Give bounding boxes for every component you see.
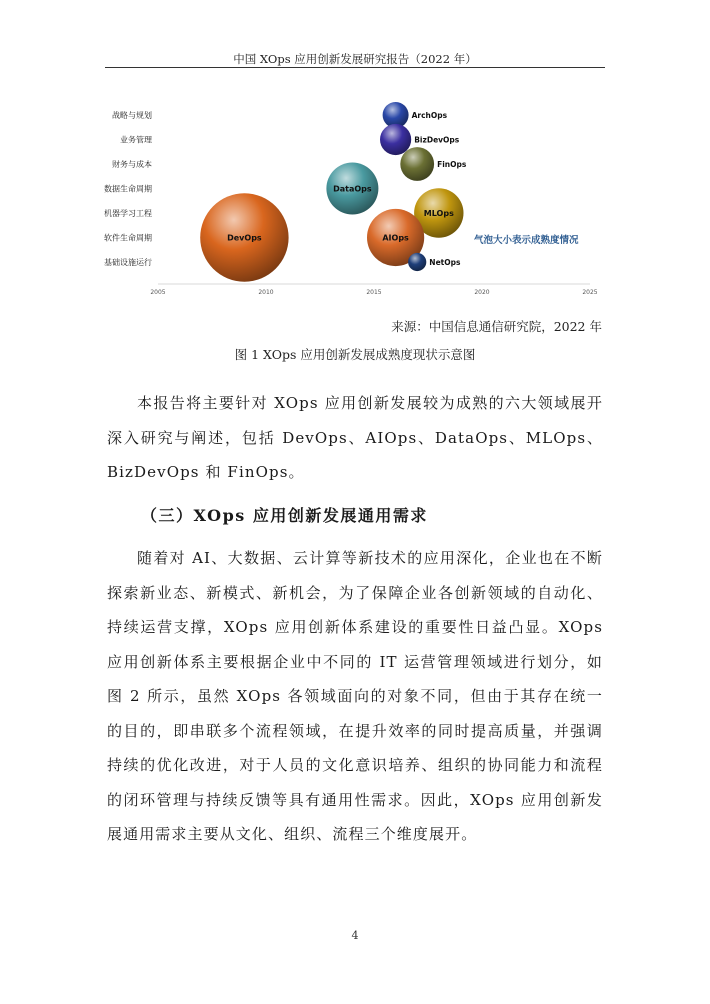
bubble-label-archops: ArchOps [411, 111, 448, 120]
bubble-label-mlops: MLOps [423, 209, 454, 218]
bubble-size-note: 气泡大小表示成熟度情况 [474, 235, 579, 246]
figure-caption: 图 1 XOps 应用创新发展成熟度现状示意图 [234, 347, 476, 362]
paragraph-intro: 本报告将主要针对 XOps 应用创新发展较为成熟的六大领域展开深入研究与阐述，包括 DevOps、AIOps、DataOps、MLOps、BizDevOps 和 FinOps。 [107, 394, 603, 481]
bubble-label-dataops: DataOps [333, 184, 372, 194]
bubble-label-finops: FinOps [437, 160, 467, 169]
x-tick-label: 2015 [366, 289, 382, 296]
y-category-label: 战略与规划 [112, 111, 152, 120]
figure-source: 来源：中国信息通信研究院，2022 年 [391, 319, 602, 334]
header-rule [105, 67, 605, 68]
bubble-label-devops: DevOps [227, 233, 262, 243]
y-category-label: 基础设施运行 [104, 258, 152, 267]
paragraph-requirements: 随着对 AI、大数据、云计算等新技术的应用深化，企业也在不断探索新业态、新模式、新机会，为了保障企业各创新领域的自动化、持续运营支撑，XOps 应用创新体系建设的重要性日益凸显。XOps 应用创新体系主要根据企业中不同的 IT 运营管理领域进行划分，如图 2 所示，虽然 XOps 各领域面向的对象不同，但由于其存在统一的目的，即串联多个流程领域，在提升效率的同时提高质量，并强调持续的优化改进，对于人员的文化意识培养、组织的协同能力和流程的闭环管理与持续反馈等具有通用性需求。因此，XOps 应用创新发展通用需求主要从文化、组织、流程三个维度展开。 [107, 549, 603, 843]
y-category-label: 财务与成本 [112, 160, 152, 169]
bubble-netops [408, 253, 426, 271]
section-heading: （三）XOps 应用创新发展通用需求 [141, 506, 428, 525]
x-tick-label: 2025 [582, 289, 598, 296]
y-category-label: 数据生命周期 [104, 184, 152, 194]
x-tick-label: 2005 [150, 289, 166, 296]
bubble-label-aiops: AIOps [382, 233, 409, 243]
bubble-label-bizdevops: BizDevOps [414, 135, 460, 145]
y-category-label: 业务管理 [120, 135, 152, 145]
running-header: 中国 XOps 应用创新发展研究报告（2022 年） [233, 52, 477, 66]
maturity-bubble-chart [100, 95, 600, 305]
x-tick-label: 2010 [258, 289, 274, 296]
bubble-bizdevops [380, 124, 411, 155]
bubble-finops [400, 147, 434, 181]
y-category-label: 机器学习工程 [104, 209, 152, 218]
y-category-label: 软件生命周期 [104, 233, 152, 243]
bubble-label-netops: NetOps [429, 258, 461, 267]
x-tick-label: 2020 [474, 289, 490, 296]
page-number: 4 [351, 929, 359, 942]
